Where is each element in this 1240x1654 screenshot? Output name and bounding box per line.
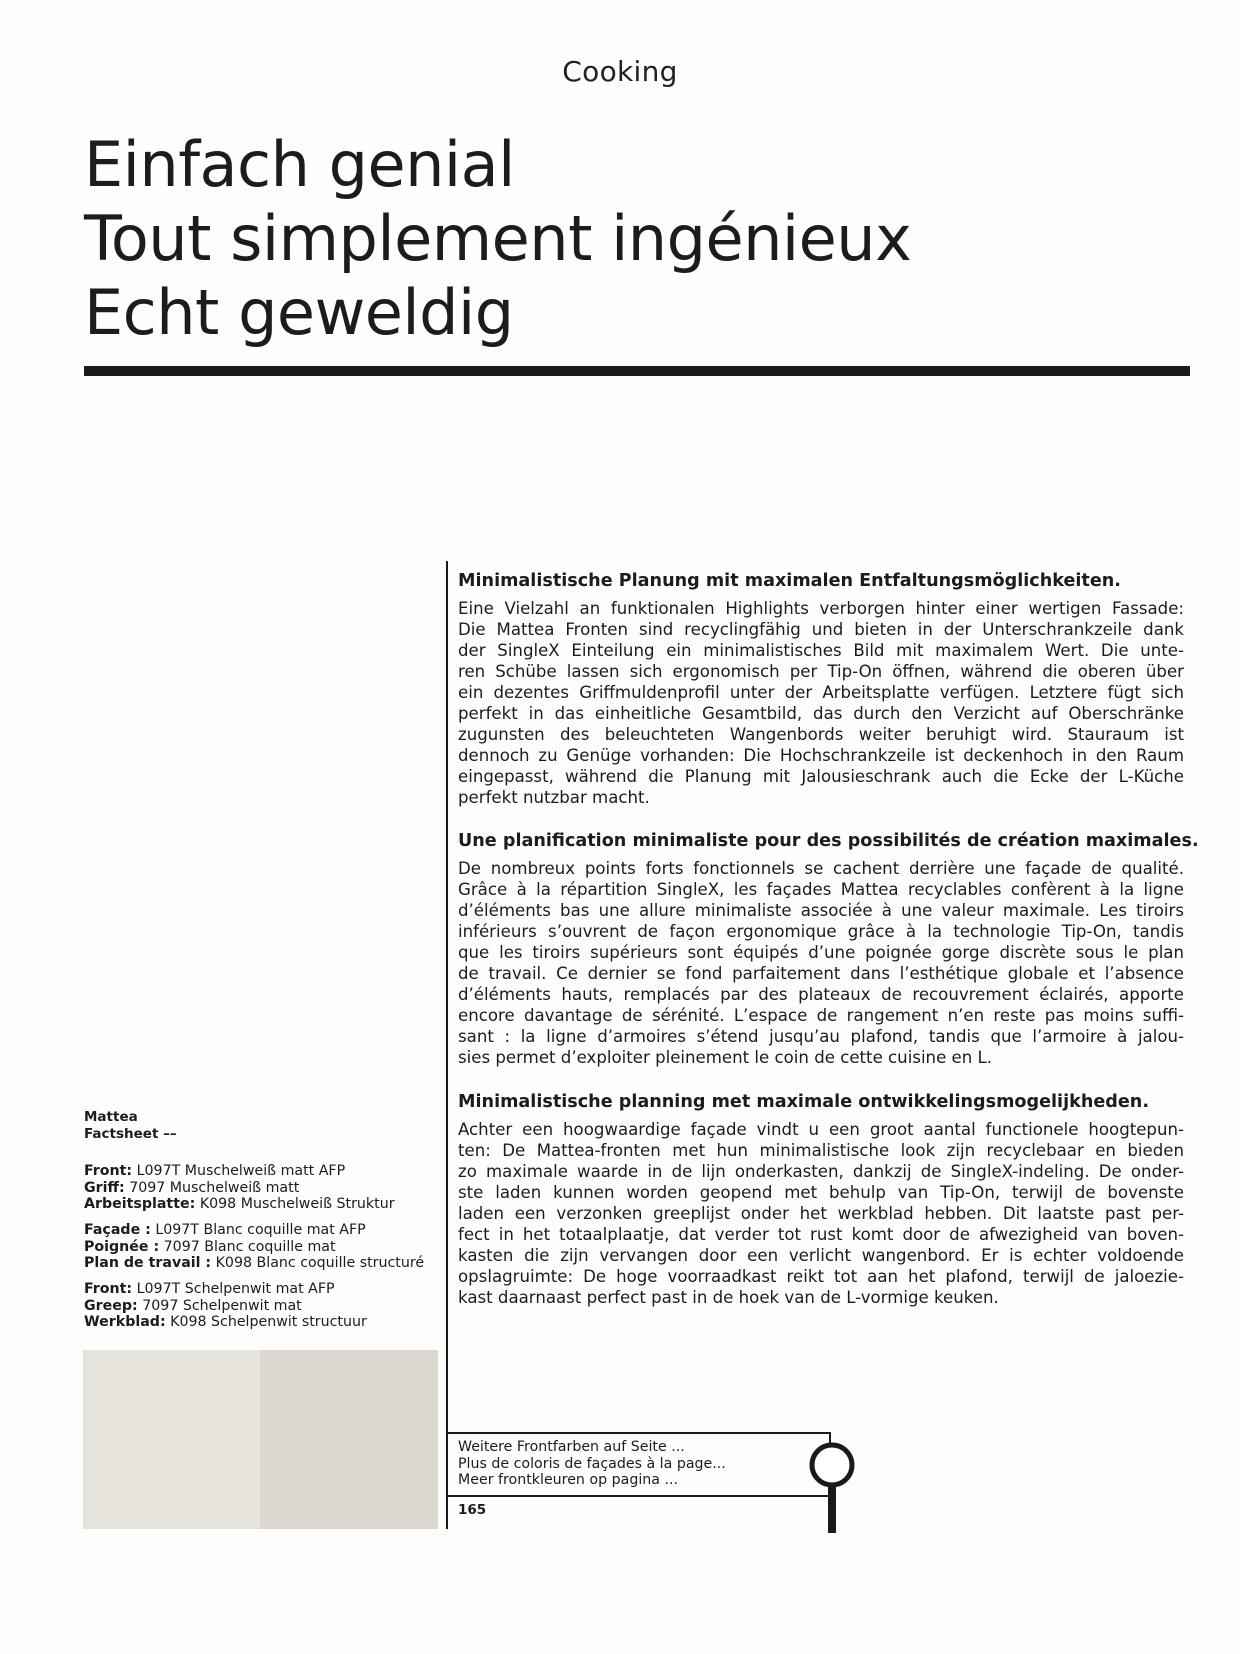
fact-row: Front: L097T Schelpenwit mat AFP [84, 1281, 335, 1297]
section-heading: Une planification minimaliste pour des possibilités de création maximales. [458, 831, 1199, 851]
body-line: zo maximale waarde in de lijn onderkasten, dankzij de SingleX-indeling. De onder- [458, 1162, 1184, 1181]
body-line: ren Schübe lassen sich ergonomisch per Tip-On öffnen, während die oberen über [458, 662, 1184, 681]
body-line: que les tiroirs supérieurs sont équipés d’une poignée gorge discrète sous le plan [458, 943, 1184, 962]
body-line: fect in het totaalplaatje, dat verder tot rust komt door de afwezigheid van boven- [458, 1225, 1184, 1244]
body-line: encore davantage de sérénité. L’espace de rangement n’en reste pas moins suffi- [458, 1006, 1184, 1025]
body-line: kasten die zijn vervangen door een verlicht wangenbord. Er is echter voldoende [458, 1246, 1184, 1265]
headline-fr: Tout simplement ingénieux [84, 202, 912, 275]
body-line: Grâce à la répartition SingleX, les façades Mattea recyclables confèrent à la ligne [458, 880, 1184, 899]
headline-de: Einfach genial [84, 128, 515, 201]
section-nl [458, 1091, 1184, 1308]
reference-top-rule [447, 1432, 829, 1434]
section-heading: Minimalistische Planung mit maximalen Entfaltungsmöglichkeiten. [458, 571, 1121, 591]
section-heading: Minimalistische planning met maximale ontwikkelingsmogelijkheden. [458, 1092, 1150, 1112]
factsheet-group-de [84, 1163, 395, 1213]
body-line: sant : la ligne d’armoires s’étend jusqu’au plafond, tandis que l’armoire à jalou- [458, 1027, 1184, 1046]
section-body [458, 598, 1184, 808]
body-line: laden een verzonken greeplijst onder het werkblad hebben. Dit laatste past per- [458, 1204, 1184, 1223]
title-rule [84, 366, 1190, 376]
body-line: Achter een hoogwaardige façade vindt u een groot aantal functionele hoogtepun- [458, 1120, 1184, 1139]
column-divider [446, 561, 448, 1529]
fact-row: Poignée : 7097 Blanc coquille mat [84, 1238, 336, 1255]
reference-line: Plus de coloris de façades à la page... [458, 1455, 726, 1472]
body-line: dennoch zu Genüge vorhanden: Die Hochschrankzeile ist deckenhoch in den Raum [458, 746, 1184, 765]
page-reference-number[interactable]: 165 [458, 1502, 487, 1518]
reference-mid-rule [447, 1495, 829, 1497]
factsheet-title [84, 1109, 177, 1143]
fact-row: Griff: 7097 Muschelweiß matt [84, 1179, 300, 1196]
section-body [458, 858, 1184, 1068]
color-swatch [83, 1350, 438, 1529]
body-line: kast daarnaast perfect past in de hoek van de L-vormige keuken. [458, 1288, 999, 1307]
body-line: ste laden kunnen worden geopend met behulp van Tip-On, terwijl de bovenste [458, 1183, 1184, 1202]
body-line: de travail. Ce dernier se fond parfaitement dans l’esthétique globale et l’absence [458, 964, 1184, 983]
body-line: zugunsten des beleuchteten Wangenbords weiter beruhigt wird. Stauraum ist [458, 725, 1184, 744]
body-line: Eine Vielzahl an funktionalen Highlights verborgen hinter einer wertigen Fassade: [458, 599, 1184, 618]
fact-row: Plan de travail : K098 Blanc coquille structuré [84, 1255, 425, 1271]
section-de [458, 570, 1184, 808]
body-line: perfekt nutzbar macht. [458, 788, 650, 807]
body-line: ein dezentes Griffmuldenprofil unter der Arbeitsplatte verfügen. Letztere fügt sich [458, 683, 1184, 702]
reference-text [458, 1439, 726, 1489]
body-line: d’éléments hauts, remplacés par des plateaux de recouvrement éclairés, apporte [458, 985, 1184, 1004]
factsheet-label: Factsheet –– [84, 1126, 177, 1142]
magnifier-icon [808, 1441, 856, 1533]
swatch-front [83, 1350, 260, 1529]
body-line: sies permet d’exploiter pleinement le coin de cette cuisine en L. [458, 1048, 993, 1067]
fact-row: Façade : L097T Blanc coquille mat AFP [84, 1222, 366, 1238]
body-line: Die Mattea Fronten sind recyclingfähig und bieten in der Unterschrankzeile dank [458, 620, 1184, 639]
fact-row: Front: L097T Muschelweiß matt AFP [84, 1163, 346, 1179]
section-label: Cooking [562, 55, 678, 88]
headline-nl: Echt geweldig [84, 276, 514, 349]
body-line: opslagruimte: De hoge voorraadkast reikt tot aan het plafond, terwijl de jaloezie- [458, 1267, 1184, 1286]
body-line: perfekt in das einheitliche Gesamtbild, das durch den Verzicht auf Oberschränke [458, 704, 1184, 723]
reference-line: Weitere Frontfarben auf Seite ... [458, 1439, 685, 1455]
body-line: eingepasst, während die Planung mit Jalousieschrank auch die Ecke der L-Küche [458, 767, 1184, 786]
fact-row: Arbeitsplatte: K098 Muschelweiß Struktur [84, 1196, 395, 1212]
page-reference-box [447, 1432, 829, 1529]
factsheet-group-nl [84, 1281, 367, 1331]
body-line: ten: De Mattea-fronten met hun minimalistische look zijn recyclebaar en bieden [458, 1141, 1184, 1160]
body-line: inférieurs s’ouvrent de façon ergonomique grâce à la technologie Tip-On, tandis [458, 922, 1184, 941]
swatch-worktop [260, 1350, 438, 1529]
reference-line: Meer frontkleuren op pagina ... [458, 1472, 678, 1488]
product-name: Mattea [84, 1109, 138, 1125]
section-fr [458, 830, 1199, 1068]
factsheet-group-fr [84, 1222, 424, 1272]
headline [84, 128, 1184, 350]
fact-row: Werkblad: K098 Schelpenwit structuur [84, 1314, 367, 1330]
section-body [458, 1119, 1184, 1308]
fact-row: Greep: 7097 Schelpenwit mat [84, 1297, 302, 1314]
body-line: der SingleX Einteilung ein minimalistisches Bild mit maximalem Wert. Die unte- [458, 641, 1184, 660]
body-line: d’éléments bas une allure minimaliste associée à une valeur maximale. Les tiroirs [458, 901, 1184, 920]
body-line: De nombreux points forts fonctionnels se cachent derrière une façade de qualité. [458, 859, 1184, 878]
